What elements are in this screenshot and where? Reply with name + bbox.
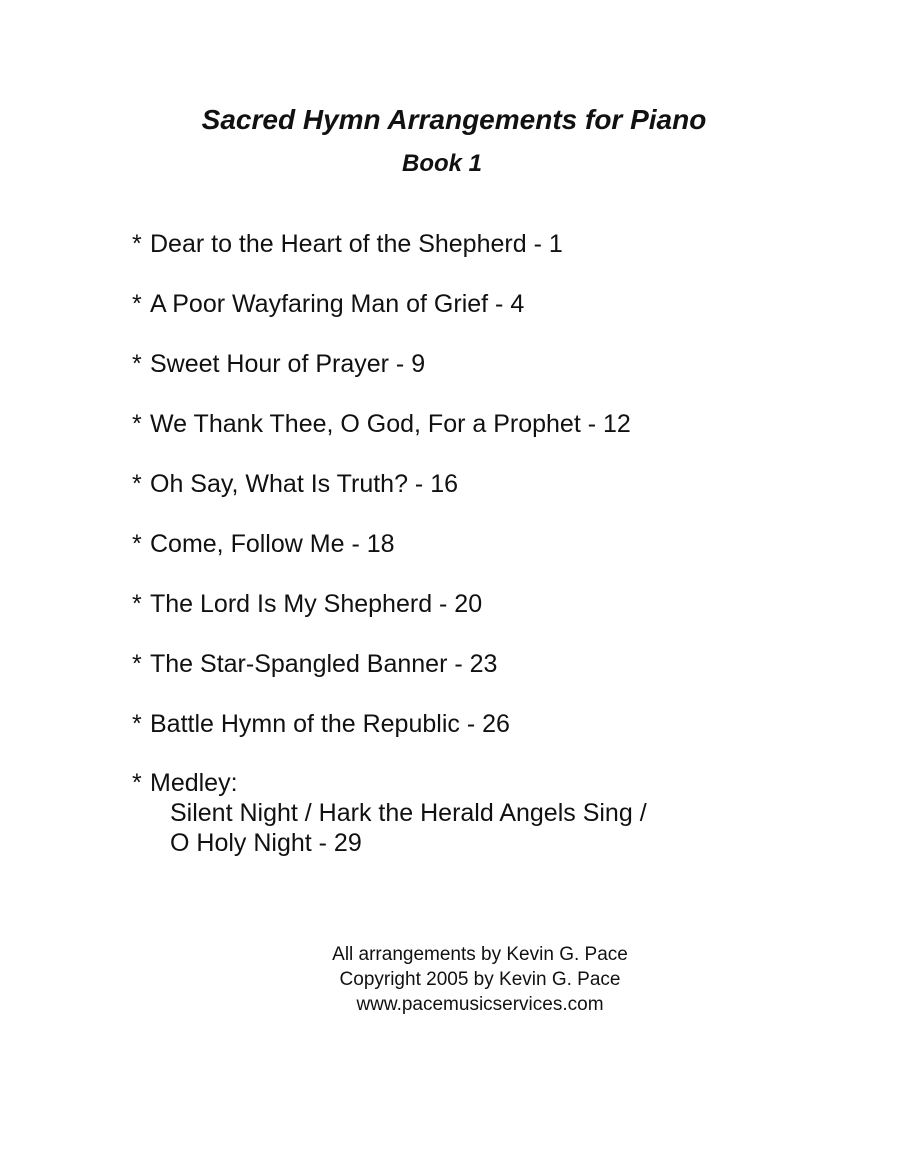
list-item: [132, 708, 647, 768]
document-title: Sacred Hymn Arrangements for Piano: [201, 104, 707, 135]
copyright-notice: Copyright 2005 by Kevin G. Pace: [339, 969, 621, 990]
bullet: *: [132, 710, 142, 738]
list-item: [132, 528, 647, 588]
website-url: www.pacemusicservices.com: [356, 994, 604, 1015]
hymn-title: Battle Hymn of the Republic - 26: [150, 710, 510, 738]
bullet: *: [132, 530, 142, 558]
medley-item: [132, 768, 647, 857]
hymn-title: The Lord Is My Shepherd - 20: [150, 590, 483, 618]
hymn-title: Come, Follow Me - 18: [150, 530, 395, 558]
bullet: *: [132, 350, 142, 378]
medley-line-2: O Holy Night - 29: [170, 829, 362, 857]
hymn-title: We Thank Thee, O God, For a Prophet - 12: [150, 410, 631, 438]
table-of-contents: [132, 228, 647, 857]
bullet: *: [132, 230, 142, 258]
list-item: [132, 348, 647, 408]
medley-line-1: Silent Night / Hark the Herald Angels Sing /: [170, 799, 647, 827]
footer: [280, 942, 680, 1017]
hymn-title: Oh Say, What Is Truth? - 16: [150, 470, 458, 498]
list-item: [132, 288, 647, 348]
hymn-title: Dear to the Heart of the Shepherd - 1: [150, 230, 563, 258]
hymn-title: The Star-Spangled Banner - 23: [150, 650, 498, 678]
bullet: *: [132, 590, 142, 618]
bullet: *: [132, 410, 142, 438]
bullet: *: [132, 650, 142, 678]
list-item: [132, 588, 647, 648]
bullet: *: [132, 769, 142, 797]
list-item: [132, 648, 647, 708]
list-item: [132, 468, 647, 528]
document-subtitle: Book 1: [401, 150, 482, 177]
hymn-title: Sweet Hour of Prayer - 9: [150, 350, 426, 378]
arranger-credit: All arrangements by Kevin G. Pace: [332, 944, 628, 965]
hymn-title: A Poor Wayfaring Man of Grief - 4: [150, 290, 525, 318]
bullet: *: [132, 470, 142, 498]
list-item: [132, 228, 647, 288]
list-item: [132, 408, 647, 468]
medley-heading: Medley:: [150, 769, 238, 797]
bullet: *: [132, 290, 142, 318]
